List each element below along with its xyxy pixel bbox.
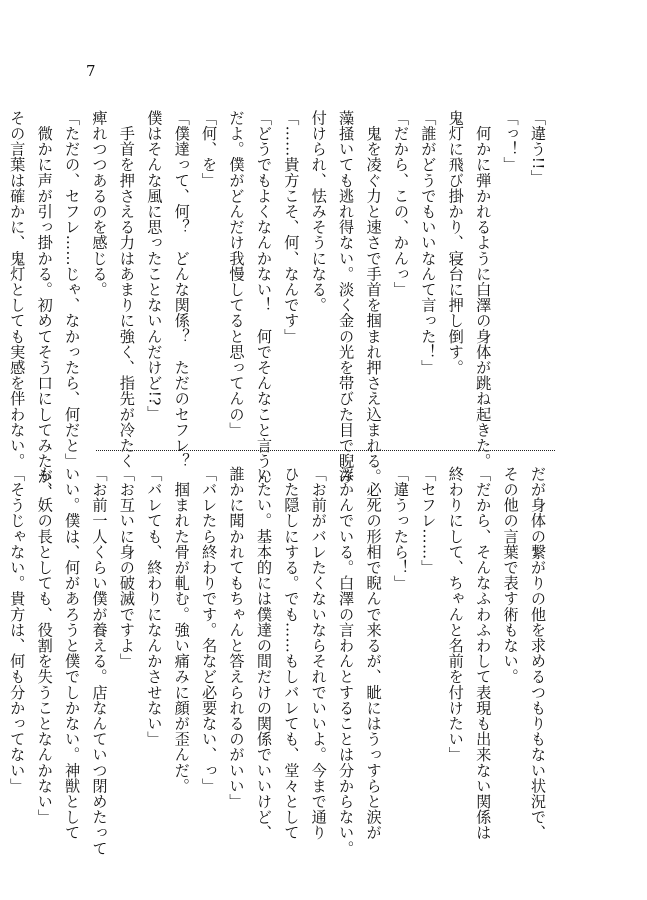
text-line: 「バレても、終わりになんかさせない」 [145,466,164,747]
text-line: だが身体の繋がりの他を求めるつもりもない状況で、 [529,466,547,841]
text-line: 「バレたら終わりです。名など必要ない、っ」 [200,466,219,794]
text-line: 「お前一人くらい僕が養える。店なんていつ閉めたって [90,466,109,856]
text-line: 「僕達って、何？ どんな関係？ ただのセフレ？ [172,110,191,469]
text-line: 「だから、この、かんっ」 [391,110,410,298]
text-line: 掴まれた骨が軋む。強い痛みに顔が歪んだ。 [172,466,191,794]
text-line: 終わりにして、ちゃんと名前を付けたい」 [446,466,465,763]
text-line: 「誰がどうでもいいなんて言った！」 [419,110,438,376]
text-line: 「っ！」 [501,110,520,173]
text-line: 「お前がバレたくないならそれでいいよ。今まで通り [309,466,328,841]
text-line: その他の言葉で表す術もない。 [501,466,520,685]
text-line: 僕はそんな風に思ったことないんだけど!?」 [145,110,164,422]
text-line: その言葉は確かに、鬼灯としても実感を伴わない。 [8,110,27,469]
text-line: 手首を押さえる力はあまりに強く、指先が冷たく [117,110,136,469]
text-line: 痺れつつあるのを感じる。 [90,110,109,298]
text-line: 「お互いに身の破滅ですよ」 [117,466,136,669]
text-line: 鬼を凌ぐ力と速さで手首を掴まれ押さえ込まれる。 [364,110,383,485]
text-line: 「ただの、セフレ……じゃ、なかったら、何だと」 [63,110,82,469]
text-line: 「違う!!」 [529,110,547,186]
text-line: ひた隠しにする。でも……もしバレても、堂々として [282,466,301,841]
text-line: 「違うったら！」 [391,466,410,591]
text-line: 何かに弾かれるように白澤の身体が跳ね起きた。 [474,110,493,469]
text-line: 「セフレ……」 [419,466,438,576]
text-line: も、妖の長としても、役割を失うことなんかない」 [35,466,54,825]
text-line: 微かに声が引っ掛かる。初めてそう口にしてみたが、 [35,110,54,500]
section-divider [96,450,555,451]
lower-text-block [8,466,551,856]
upper-text-block [8,110,551,500]
text-line: 鬼灯に飛び掛かり、寝台に押し倒す。 [446,110,465,376]
text-line: 浮かんでいる。白澤の言わんとすることは分からない。 [337,466,356,856]
text-line: だよ。僕がどんだけ我慢してると思ってんの」 [227,110,246,438]
text-line: 付けられ、怯みそうになる。 [309,110,328,313]
text-line: 「そうじゃない。貴方は、何も分かってない」 [8,466,27,794]
text-line: 「……貴方こそ、何、なんです」 [282,110,301,344]
text-line: いい。僕は、何があろうと僕でしかない。神獣として [63,466,82,841]
text-line: いたい。基本的には僕達の間だけの関係でいいけど、 [254,466,273,841]
text-line: 藻掻いても逃れ得ない。淡く金の光を帯びた目で睨み [337,110,356,485]
text-line: 「何、を」 [200,110,219,188]
text-line: 「どうでもよくなんかない！ 何でそんなこと言うん [254,110,273,485]
page-number: 7 [86,62,96,80]
text-line: 必死の形相で睨んで来るが、眦にはうっすらと涙が [364,466,383,841]
text-line: 誰かに聞かれてもちゃんと答えられるのがいい」 [227,466,246,810]
text-line: 「だから、そんなふわふわして表現も出来ない関係は [474,466,493,841]
